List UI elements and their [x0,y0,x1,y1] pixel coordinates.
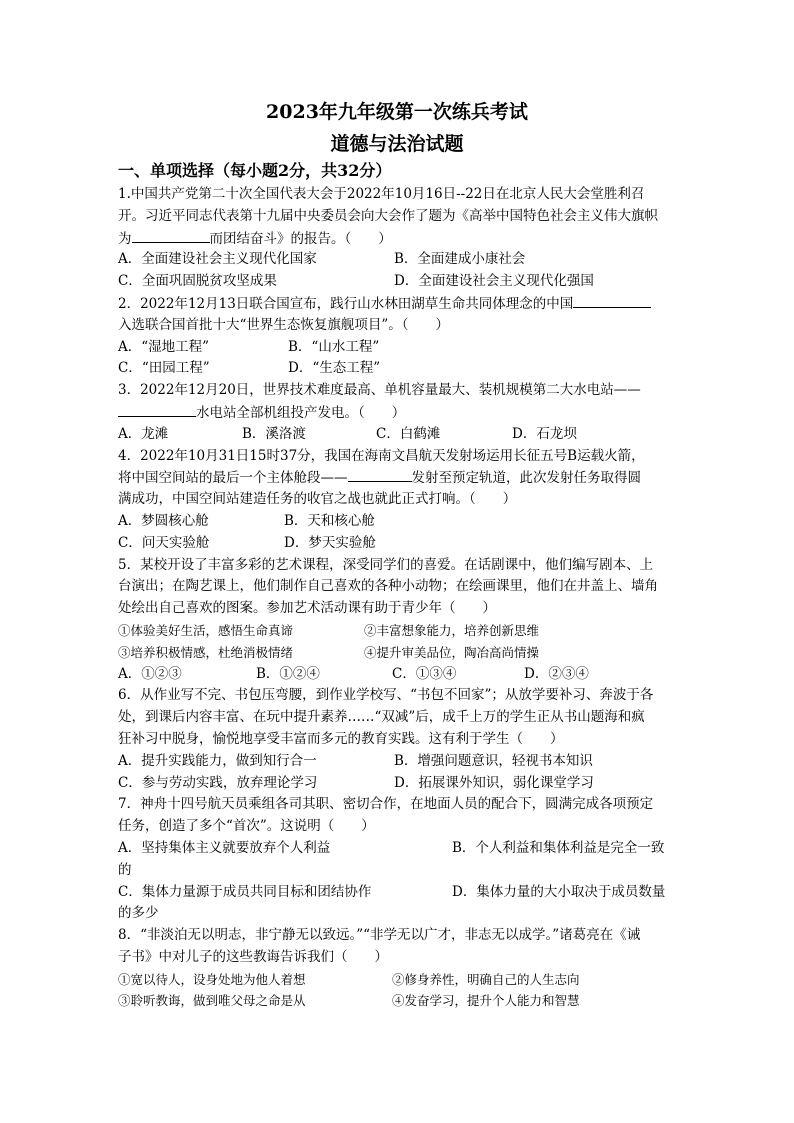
question-4-options-row-2 [118,533,694,555]
question-6-options-row-2 [118,773,694,795]
option-b: B．天和核心舱 [284,512,375,529]
question-7-options-row-1 [118,838,694,860]
option-b: B．①②④ [256,665,320,682]
question-1-options-row-1 [118,249,694,271]
question-6-line-3: 狂补习中脱身，愉悦地享受丰富而多元的教育实践。这有利于学生（ ） [118,730,564,747]
option-c: C．“田园工程” [118,360,210,377]
option-a: A．“湿地工程” [118,338,210,355]
option-d: D．全面建设社会主义现代化强国 [394,273,594,290]
option-b-continuation: 的 [118,861,132,878]
question-5-statements-row-2 [118,642,694,664]
statement-2: ②修身养性，明确自己的人生志向 [392,971,580,987]
option-d: D．“生态工程” [288,360,381,377]
exam-subtitle: 道德与法治试题 [330,133,464,155]
option-a: A．梦圆核心舱 [118,512,209,529]
question-7-line-2: 任务，创造了多个“首次”。这说明（ ） [118,818,375,835]
question-7-options-row-2 [118,882,694,904]
question-1-options-row-2 [118,271,694,293]
option-c: C．白鹤滩 [376,425,441,442]
question-4-options-row-1 [118,511,694,533]
question-3-line-1: 3．2022年12月20日，世界技术难度最高、单机容量最大、装机规模第二大水电站—— [118,382,641,399]
option-a: A．全面建设社会主义现代化国家 [118,251,317,268]
question-6-line-1: 6．从作业写不完、书包压弯腰，到作业学校写、“书包不回家”；从放学要补习、奔波于各 [118,687,654,704]
option-c: C．集体力量源于成员共同目标和团结协作 [118,883,372,900]
statement-3: ③聆听教诲，做到唯父母之命是从 [118,993,306,1009]
option-c: C．问天实验舱 [118,534,210,551]
option-b: B．增强问题意识，轻视书本知识 [394,752,593,769]
question-5-line-1: 5．某校开设了丰富多彩的艺术课程，深受同学们的喜爱。在话剧课中，他们编写剧本、上 [118,556,654,573]
question-5-line-2: 台演出；在陶艺课上，他们制作自己喜欢的各种小动物；在绘画课里，他们在井盖上、墙角 [118,578,658,595]
statement-4: ④发奋学习，提升个人能力和智慧 [392,993,580,1009]
answer-blank [573,293,651,308]
statement-2: ②丰富想象能力，培养创新思维 [364,622,540,638]
question-4-prefix: 将中国空间站的最后一个主体舱段—— [118,470,348,487]
option-d: D．拓展课外知识，弱化课堂学习 [394,774,594,791]
question-4-line-1: 4．2022年10月31日15时37分，我国在海南文昌航天发射场运用长征五号B运载火箭， [118,447,645,464]
question-8-line-1: 8．“非淡泊无以明志，非宁静无以致远。”“非学无以广才，非志无以成学。”诸葛亮在《诫 [118,927,641,944]
statement-1: ①体验美好生活，感悟生命真谛 [118,622,294,638]
question-3-options [118,424,694,446]
question-1-suffix: 而团结奋斗》的报告。（ ） [209,230,392,247]
question-2-text: 2．2022年12月13日联合国宣布，践行山水林田湖草生命共同体理念的中国 [118,295,574,312]
question-8-line-2: 子书》中对儿子的这些教诲告诉我们（ ） [118,948,388,965]
option-d: D．梦天实验舱 [284,534,376,551]
question-2-line-2: 入选联合国首批十大“世界生态恢复旗舰项目”。（ ） [118,316,450,333]
option-b: B．全面建成小康社会 [394,251,526,268]
question-2-options-row-2 [118,358,694,380]
question-8-statements-row-2 [118,990,694,1012]
answer-blank [132,228,210,243]
statement-1: ①宽以待人，设身处地为他人着想 [118,971,306,987]
section-heading: 一、单项选择（每小题2分，共32分） [118,161,392,180]
exam-title: 2023年九年级第一次练兵考试 [266,101,528,123]
option-c: C．①③④ [392,665,457,682]
option-b: B．溪洛渡 [242,425,306,442]
question-4-line-3: 满成功，中国空间站建造任务的收官之战也就此正式打响。（ ） [118,491,517,508]
question-3-suffix: 水电站全部机组投产发电。（ ） [196,404,406,421]
answer-blank [348,467,412,482]
question-5-line-3: 处绘出自己喜欢的图案。参加艺术活动课有助于青少年（ ） [118,600,496,617]
question-5-options [118,664,694,686]
question-4-line-2 [118,467,694,489]
question-8-statements-row-1 [118,969,694,991]
statement-3: ③培养积极情感，杜绝消极情绪 [118,644,294,660]
option-c: C．全面巩固脱贫攻坚成果 [118,273,277,290]
option-a: A．提升实践能力，做到知行合一 [118,752,317,769]
question-2-options-row-1 [118,337,694,359]
option-a: A．坚持集体主义就要放弃个人利益 [118,839,331,856]
option-b: B．个人利益和集体利益是完全一致 [452,839,665,856]
option-d-continuation: 的多少 [118,905,159,922]
option-d: D．集体力量的大小取决于成员数量 [452,883,666,900]
option-a: A．①②③ [118,665,182,682]
question-1-line-3 [118,228,694,250]
question-6-line-2: 处，到课后内容丰富、在玩中提升素养……“双减”后，成千上万的学生正从书山题海和疯 [118,709,645,726]
option-d: D．石龙坝 [512,425,577,442]
question-1-prefix: 为 [118,230,132,247]
option-a: A．龙滩 [118,425,169,442]
question-5-statements-row-1 [118,620,694,642]
answer-blank [118,402,196,417]
question-7-line-1: 7．神舟十四号航天员乘组各司其职、密切合作，在地面人员的配合下，圆满完成各项预定 [118,796,654,813]
question-3-line-2 [118,402,694,424]
option-b: B．“山水工程” [288,338,380,355]
statement-4: ④提升审美品位，陶冶高尚情操 [364,644,540,660]
question-4-suffix: 发射至预定轨道，此次发射任务取得圆 [411,470,641,487]
question-6-options-row-1 [118,751,694,773]
question-1-line-2: 开。习近平同志代表第十九届中央委员会向大会作了题为《高举中国特色社会主义伟大旗帜 [118,207,658,224]
question-2-line-1 [118,293,694,315]
option-d: D．②③④ [524,665,589,682]
questions-body [118,184,694,1012]
question-1-line-1: 1.中国共产党第二十次全国代表大会于2022年10月16日--22日在北京人民大会堂胜利召 [118,186,645,202]
option-c: C．参与劳动实践，放弃理论学习 [118,774,318,791]
